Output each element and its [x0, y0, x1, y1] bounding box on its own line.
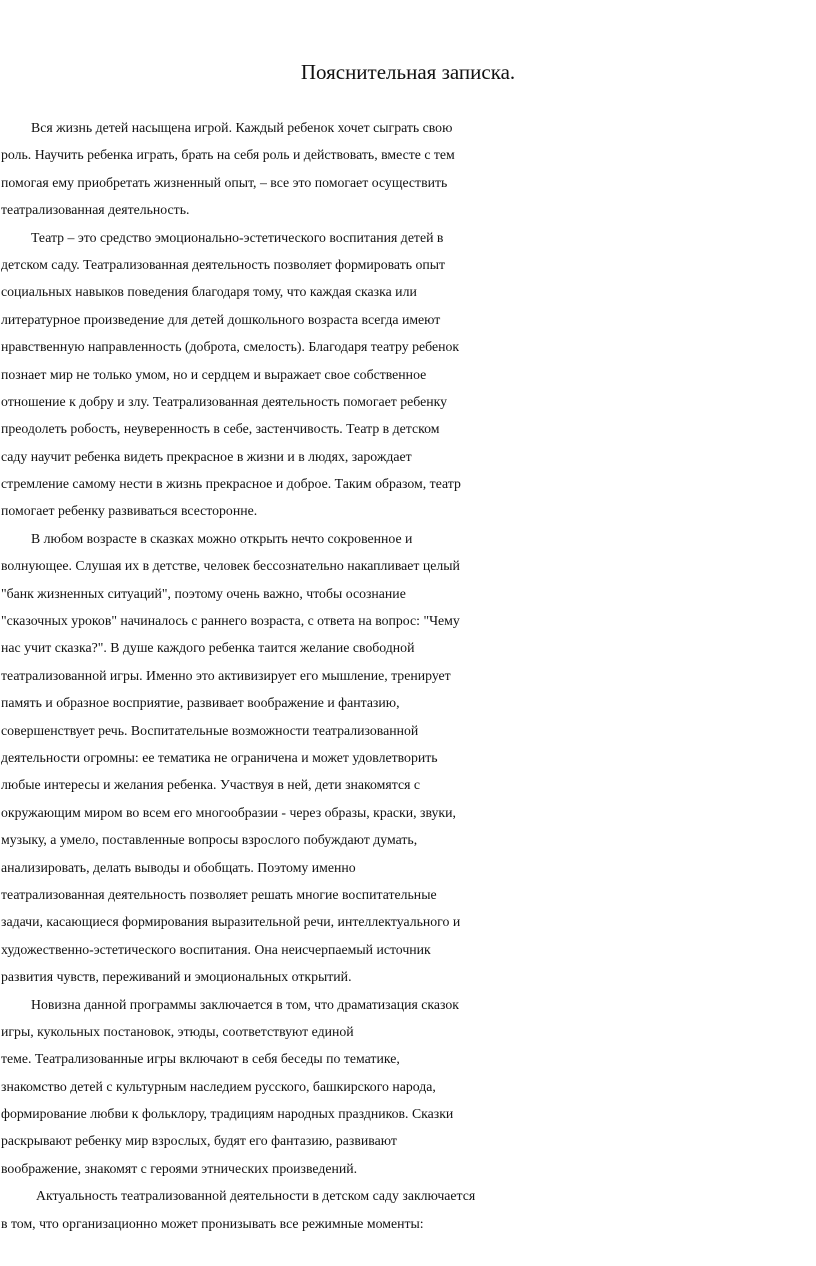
text-line: знакомство детей с культурным наследием русского, башкирского народа, [1, 1078, 436, 1094]
text-line: роль. Научить ребенка играть, брать на себя роль и действовать, вместе с тем [1, 147, 455, 163]
text-line: театрализованная деятельность позволяет решать многие воспитательные [1, 886, 437, 902]
text-line: Вся жизнь детей насыщена игрой. Каждый ребенок хочет сыграть свою [31, 120, 453, 135]
text-line: в том, что организационно может пронизывать все режимные моменты: [1, 1215, 424, 1231]
text-line: Новизна данной программы заключается в том, что драматизация сказок [31, 996, 460, 1012]
text-line: деятельности огромны: ее тематика не ограничена и может удовлетворить [1, 749, 438, 765]
document-body [0, 114, 816, 1237]
text-line: Актуальность театрализованной деятельности в детском саду заключается [36, 1188, 476, 1204]
text-line: помогая ему приобретать жизненный опыт, – все это помогает осуществить [1, 174, 448, 190]
text-line: раскрывают ребенку мир взрослых, будят его фантазию, развивают [1, 1133, 397, 1149]
text-line: художественно-эстетического воспитания. Она неисчерпаемый источник [1, 941, 431, 957]
text-line: познает мир не только умом, но и сердцем и выражает свое собственное [1, 366, 427, 382]
text-line: память и образное восприятие, развивает воображение и фантазию, [1, 695, 400, 711]
text-line: саду научит ребенка видеть прекрасное в жизни и в людях, зарождает [1, 448, 412, 464]
text-line: анализировать, делать выводы и обобщать. Поэтому именно [1, 859, 356, 875]
text-line: детском саду. Театрализованная деятельность позволяет формировать опыт [1, 256, 446, 272]
text-line: игры, кукольных постановок, этюды, соответствуют единой [1, 1023, 354, 1039]
text-line: окружающим миром во всем его многообразии - через образы, краски, звуки, [1, 804, 456, 820]
text-line: "банк жизненных ситуаций", поэтому очень важно, чтобы осознание [1, 585, 406, 601]
text-line: теме. Театрализованные игры включают в себя беседы по тематике, [1, 1051, 400, 1067]
text-line: театрализованная деятельность. [1, 202, 190, 218]
text-line: нас учит сказка?". В душе каждого ребенка таится желание свободной [1, 640, 415, 656]
text-line: театрализованной игры. Именно это активизирует его мышление, тренирует [1, 667, 451, 683]
text-line: задачи, касающиеся формирования выразительной речи, интеллектуального и [1, 914, 461, 930]
text-line: воображение, знакомят с героями этнических произведений. [1, 1160, 358, 1176]
text-line: "сказочных уроков" начиналось с раннего возраста, с ответа на вопрос: "Чему [1, 613, 460, 629]
text-line: Театр – это средство эмоционально-эстетического воспитания детей в [31, 229, 444, 245]
text-line: формирование любви к фольклору, традициям народных праздников. Сказки [1, 1106, 454, 1122]
text-line: совершенствует речь. Воспитательные возможности театрализованной [1, 722, 419, 738]
text-line: литературное произведение для детей дошкольного возраста всегда имеют [1, 311, 441, 327]
text-line: развития чувств, переживаний и эмоциональных открытий. [1, 969, 352, 985]
text-line: преодолеть робость, неуверенность в себе, застенчивость. Театр в детском [1, 421, 440, 437]
text-line: социальных навыков поведения благодаря тому, что каждая сказка или [1, 284, 417, 300]
text-line: музыку, а умело, поставленные вопросы взрослого побуждают думать, [1, 832, 418, 848]
text-line: помогает ребенку развиваться всесторонне. [1, 503, 258, 519]
text-line: любые интересы и желания ребенка. Участвуя в ней, дети знакомятся с [1, 777, 420, 793]
text-line: стремление самому нести в жизнь прекрасное и доброе. Таким образом, театр [1, 476, 461, 492]
text-line: В любом возрасте в сказках можно открыть нечто сокровенное и [31, 530, 413, 546]
text-line: волнующее. Слушая их в детстве, человек бессознательно накапливает целый [1, 558, 460, 574]
text-line: нравственную направленность (доброта, смелость). Благодаря театру ребенок [1, 339, 460, 355]
text-line: отношение к добру и злу. Театрализованная деятельность помогает ребенку [1, 393, 447, 409]
document-title: Пояснительная записка. [300, 60, 516, 84]
